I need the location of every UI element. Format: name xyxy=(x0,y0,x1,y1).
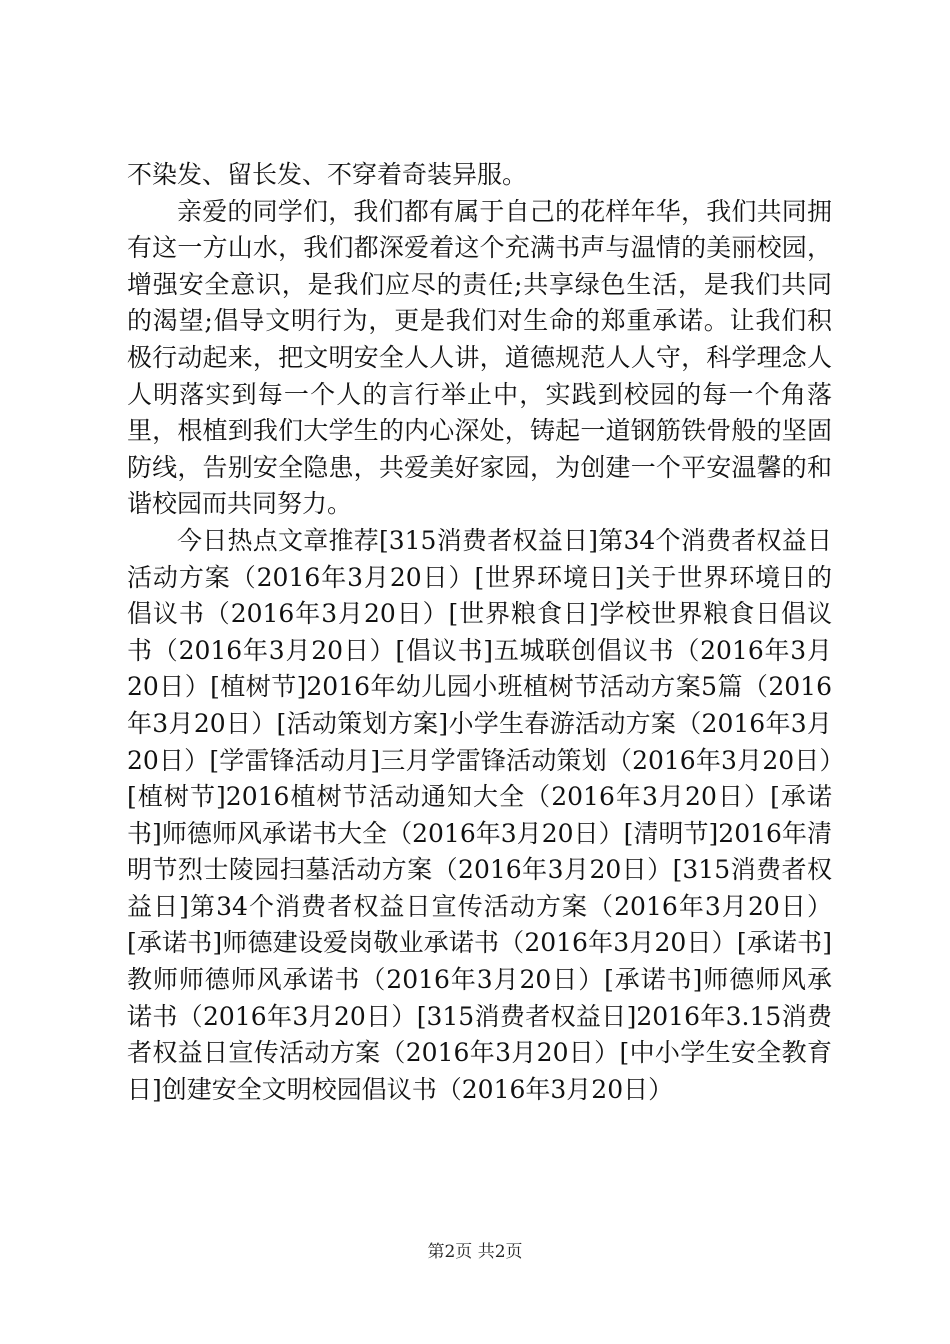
paragraph-recommended-articles: 今日热点文章推荐[315消费者权益日]第34个消费者权益日活动方案（2016年3月20日）[世界环境日]关于世界环境日的倡议书（2016年3月20日）[世界粮食日]学校世界粮食日倡议书（2016年3月20日）[倡议书]五城联创倡议书（2016年3月20日）[植树节]2016年幼儿园小班植树节活动方案5篇（2016年3月20日）[活动策划方案]小学生春游活动方案（2016年3月20日）[学雷锋活动月]三月学雷锋活动策划（2016年3月20日）[植树节]2016植树节活动通知大全（2016年3月20日）[承诺书]师德师风承诺书大全（2016年3月20日）[清明节]2016年清明节烈士陵园扫墓活动方案（2016年3月20日）[315消费者权益日]第34个消费者权益日宣传活动方案（2016年3月20日）[承诺书]师德建设爱岗敬业承诺书（2016年3月20日）[承诺书]教师师德师风承诺书（2016年3月20日）[承诺书]师德师风承诺书（2016年3月20日）[315消费者权益日]2016年3.15消费者权益日宣传活动方案（2016年3月20日）[中小学生安全教育日]创建安全文明校园倡议书（2016年3月20日） xyxy=(127,525,832,1104)
page-number-footer: 第2页 共2页 xyxy=(427,1242,523,1262)
paragraph-appeal: 亲爱的同学们，我们都有属于自己的花样年华，我们共同拥有这一方山水，我们都深爱着这个充满书声与温情的美丽校园，增强安全意识，是我们应尽的责任;共享绿色生活，是我们共同的渴望;倡导文明行为，更是我们对生命的郑重承诺。让我们积极行动起来，把文明安全人人讲，道德规范人人守，科学理念人人明落实到每一个人的言行举止中，实践到校园的每一个角落里，根植到我们大学生的内心深处，铸起一道钢筋铁骨般的坚固防线，告别安全隐患，共爱美好家园，为创建一个平安温馨的和谐校园而共同努力。 xyxy=(127,196,832,519)
paragraph-continuation: 不染发、留长发、不穿着奇装异服。 xyxy=(127,160,528,189)
document-body xyxy=(127,157,832,1108)
